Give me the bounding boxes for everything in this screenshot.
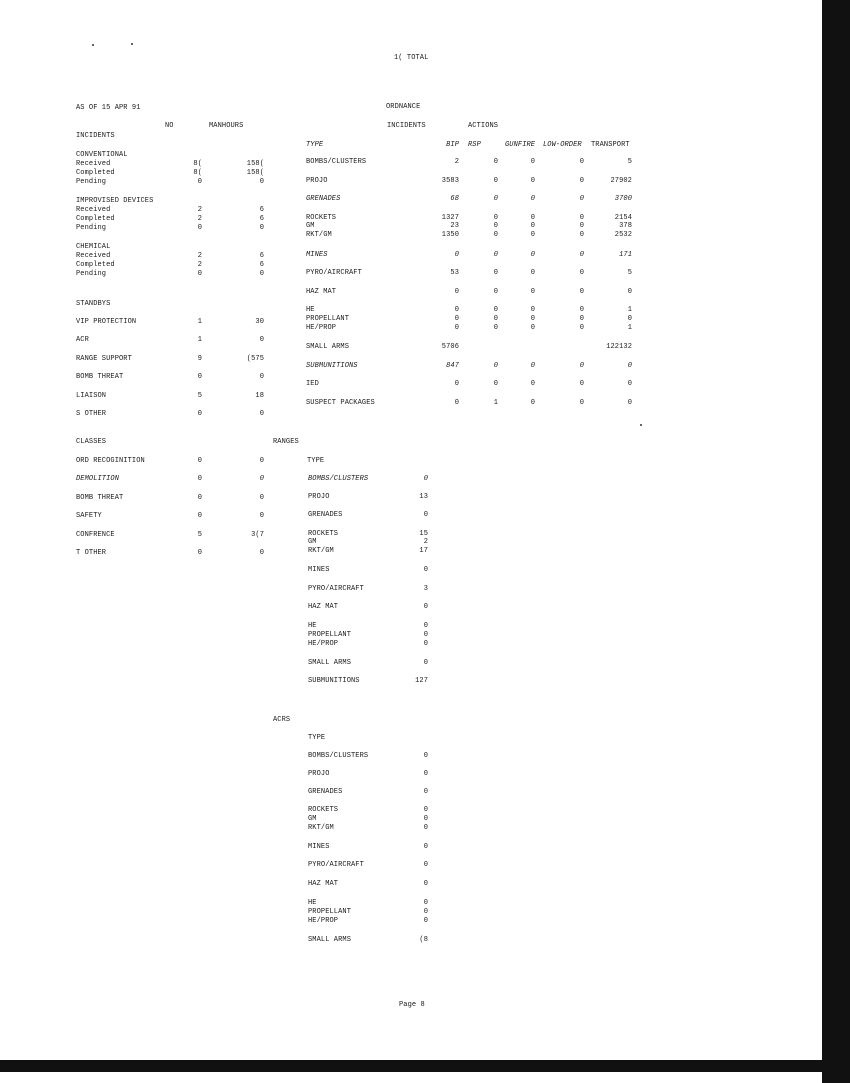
ordnance-row-type: SMALL ARMS [306, 343, 350, 351]
section-heading-acrs: ACRS [273, 716, 291, 724]
ordnance-row-rsp: 0 [493, 195, 498, 203]
incident-row-no: 0 [197, 270, 202, 278]
ordnance-row-low-order: 0 [579, 214, 584, 222]
section-heading-ranges: RANGES [273, 438, 299, 446]
ordnance-row-rsp: 0 [493, 231, 498, 239]
incident-row-manhours: 6 [259, 252, 264, 260]
acrs-row-value: 0 [423, 752, 428, 760]
ordnance-row-gunfire: 0 [530, 251, 535, 259]
ordnance-row-bip: 0 [454, 315, 459, 323]
subheading-actions: ACTIONS [468, 122, 499, 130]
ordnance-row-bip: 1350 [441, 231, 459, 239]
standby-row-manhours: 0 [259, 410, 264, 418]
ordnance-row-type: PROJO [306, 177, 328, 185]
ranges-row-value: 0 [423, 622, 428, 630]
acrs-row-value: 0 [423, 843, 428, 851]
incident-row-label: Received [76, 206, 111, 214]
incident-row-label: Completed [76, 215, 115, 223]
ordnance-row-type: IED [306, 380, 319, 388]
class-row-label: ORD RECOGINITION [76, 457, 145, 465]
acrs-row-type: BOMBS/CLUSTERS [308, 752, 369, 760]
acrs-row-type: HAZ MAT [308, 880, 339, 888]
ordnance-row-transport: 1 [627, 306, 632, 314]
scan-speck [131, 43, 133, 45]
col-header-rsp: RSP [468, 141, 481, 149]
ranges-row-type: HE [308, 622, 317, 630]
ordnance-row-low-order: 0 [579, 380, 584, 388]
ranges-row-value: 15 [419, 530, 428, 538]
standby-row-no: 0 [197, 410, 202, 418]
ordnance-row-transport: 0 [627, 399, 632, 407]
incident-row-label: Received [76, 252, 111, 260]
incident-row-label: Pending [76, 270, 107, 278]
class-row-manhours: 0 [259, 475, 264, 484]
ordnance-row-type: ROCKETS [306, 214, 337, 222]
class-row-manhours: 0 [259, 549, 264, 557]
ordnance-row-bip: 5706 [441, 343, 459, 351]
incident-row-no: 2 [197, 206, 202, 214]
col-header-low-order: LOW-ORDER [543, 141, 582, 149]
ordnance-row-type: HE [306, 306, 315, 314]
col-header-manhours: MANHOURS [209, 122, 244, 130]
ordnance-row-type: GRENADES [306, 195, 341, 203]
ordnance-row-type: MINES [306, 251, 328, 259]
ordnance-row-transport: 5 [627, 158, 632, 166]
ranges-row-value: 0 [423, 475, 428, 483]
col-header-type: TYPE [306, 141, 324, 149]
ordnance-row-rsp: 1 [493, 399, 498, 407]
acrs-row-type: PROJO [308, 770, 330, 778]
ordnance-row-low-order: 0 [579, 231, 584, 239]
ranges-row-value: 3 [423, 585, 428, 593]
section-heading-standbys: STANDBYS [76, 300, 111, 308]
acrs-row-type: PYRO/AIRCRAFT [308, 861, 364, 869]
ordnance-row-gunfire: 0 [530, 380, 535, 388]
class-row-no: 0 [197, 475, 202, 484]
ordnance-row-rsp: 0 [493, 324, 498, 332]
ordnance-row-rsp: 0 [493, 158, 498, 166]
ordnance-row-low-order: 0 [579, 362, 584, 370]
acrs-row-type: SMALL ARMS [308, 936, 352, 944]
acrs-row-type: GRENADES [308, 788, 343, 796]
ordnance-row-type: PYRO/AIRCRAFT [306, 269, 362, 277]
incident-row-label: Pending [76, 178, 107, 186]
class-row-manhours: 3(7 [251, 530, 264, 539]
ordnance-row-low-order: 0 [579, 306, 584, 314]
ordnance-row-type: GM [306, 222, 315, 230]
ordnance-row-type: HE/PROP [306, 324, 337, 332]
ordnance-row-bip: 0 [454, 324, 459, 332]
ordnance-row-transport: 0 [627, 380, 632, 388]
ordnance-row-low-order: 0 [579, 315, 584, 323]
ordnance-row-type: SUSPECT PACKAGES [306, 399, 375, 407]
ordnance-row-low-order: 0 [579, 158, 584, 166]
ordnance-row-gunfire: 0 [530, 362, 535, 370]
acrs-row-type: MINES [308, 843, 330, 851]
acrs-row-value: 0 [423, 770, 428, 778]
ordnance-row-bip: 53 [450, 269, 459, 277]
ordnance-row-transport: 122132 [606, 343, 632, 351]
ordnance-row-gunfire: 0 [530, 214, 535, 222]
incident-row-manhours: 158( [246, 169, 264, 177]
col-header-no: NO [165, 122, 174, 130]
class-row-label: DEMOLITION [76, 475, 120, 484]
ordnance-row-transport: 171 [619, 251, 632, 259]
ordnance-row-bip: 0 [454, 399, 459, 407]
incident-row-label: Pending [76, 224, 107, 232]
acrs-row-value: 0 [423, 806, 428, 814]
standby-row-label: VIP PROTECTION [76, 318, 137, 326]
ordnance-row-rsp: 0 [493, 251, 498, 259]
ordnance-row-transport: 27902 [610, 177, 632, 185]
standby-row-manhours: (575 [246, 354, 264, 363]
ordnance-row-rsp: 0 [493, 222, 498, 230]
standby-row-manhours: 30 [255, 318, 264, 326]
ordnance-row-transport: 0 [627, 315, 632, 323]
ordnance-row-low-order: 0 [579, 195, 584, 203]
ranges-row-value: 17 [419, 547, 428, 555]
acrs-row-value: 0 [423, 908, 428, 916]
ordnance-row-bip: 1327 [441, 214, 459, 222]
ordnance-row-low-order: 0 [579, 177, 584, 185]
incident-row-manhours: 0 [259, 270, 264, 278]
ordnance-row-rsp: 0 [493, 362, 498, 370]
standby-row-label: RANGE SUPPORT [76, 354, 132, 363]
page-number: Page 8 [399, 1001, 425, 1009]
ranges-row-value: 0 [423, 659, 428, 667]
ordnance-row-bip: 23 [450, 222, 459, 230]
standby-row-no: 5 [197, 391, 202, 400]
incident-row-label: Completed [76, 169, 115, 177]
ordnance-row-low-order: 0 [579, 324, 584, 332]
ranges-row-type: HAZ MAT [308, 603, 339, 611]
ordnance-row-transport: 0 [627, 362, 632, 370]
acrs-row-value: 0 [423, 815, 428, 823]
ranges-row-type: PROPELLANT [308, 631, 352, 639]
acrs-row-type: RKT/GM [308, 824, 334, 832]
ranges-row-value: 0 [423, 566, 428, 574]
ranges-row-value: 2 [423, 538, 428, 546]
ranges-row-type: SUBMUNITIONS [308, 677, 360, 685]
acrs-row-value: 0 [423, 788, 428, 796]
ordnance-row-gunfire: 0 [530, 306, 535, 314]
standby-row-manhours: 0 [259, 336, 264, 345]
ordnance-row-rsp: 0 [493, 315, 498, 323]
ordnance-row-low-order: 0 [579, 269, 584, 277]
ranges-row-type: GM [308, 538, 317, 546]
ordnance-row-rsp: 0 [493, 306, 498, 314]
subheading-incidents: INCIDENTS [387, 122, 426, 130]
incident-row-manhours: 158( [246, 160, 264, 168]
ordnance-row-gunfire: 0 [530, 195, 535, 203]
ordnance-row-gunfire: 0 [530, 399, 535, 407]
scan-edge-bottom [0, 1060, 850, 1072]
class-row-label: BOMB THREAT [76, 493, 124, 502]
acrs-row-type: HE [308, 899, 317, 907]
ordnance-row-transport: 0 [627, 288, 632, 296]
class-row-no: 0 [197, 493, 202, 502]
ranges-row-value: 0 [423, 603, 428, 611]
ordnance-row-gunfire: 0 [530, 315, 535, 323]
ordnance-row-gunfire: 0 [530, 324, 535, 332]
ordnance-row-rsp: 0 [493, 288, 498, 296]
ranges-row-type: HE/PROP [308, 640, 339, 648]
ranges-type-label: TYPE [307, 457, 325, 465]
page-title: 1( TOTAL [394, 54, 429, 62]
ordnance-row-transport: 5 [627, 269, 632, 277]
scan-edge-right [822, 0, 850, 1083]
ordnance-row-rsp: 0 [493, 214, 498, 222]
class-row-no: 5 [197, 530, 202, 539]
ordnance-row-bip: 68 [450, 195, 459, 203]
col-header-gunfire: GUNFIRE [505, 141, 536, 149]
incident-row-no: 2 [197, 252, 202, 260]
col-header-bip: BIP [446, 141, 459, 149]
ordnance-row-low-order: 0 [579, 288, 584, 296]
ranges-row-type: BOMBS/CLUSTERS [308, 475, 369, 483]
ordnance-row-bip: 3583 [441, 177, 459, 185]
ordnance-row-gunfire: 0 [530, 288, 535, 296]
ordnance-row-rsp: 0 [493, 269, 498, 277]
ordnance-row-bip: 847 [446, 362, 459, 370]
acrs-row-value: 0 [423, 861, 428, 869]
incident-row-no: 8( [193, 169, 202, 177]
incident-row-manhours: 0 [259, 224, 264, 232]
standby-row-no: 0 [197, 373, 202, 382]
acrs-row-value: 0 [423, 917, 428, 925]
incident-row-no: 2 [197, 215, 202, 223]
incident-group-title: CONVENTIONAL [76, 151, 128, 159]
ordnance-row-type: SUBMUNITIONS [306, 362, 358, 370]
acrs-row-value: (8 [419, 936, 428, 944]
ordnance-row-gunfire: 0 [530, 222, 535, 230]
ranges-row-type: SMALL ARMS [308, 659, 352, 667]
scan-speck [640, 424, 642, 426]
acrs-row-value: 0 [423, 899, 428, 907]
ordnance-row-gunfire: 0 [530, 158, 535, 166]
class-row-no: 0 [197, 512, 202, 521]
ordnance-row-gunfire: 0 [530, 269, 535, 277]
ranges-row-value: 0 [423, 640, 428, 648]
standby-row-label: LIAISON [76, 391, 107, 400]
ordnance-row-transport: 2154 [614, 214, 632, 222]
incident-row-manhours: 6 [259, 206, 264, 214]
class-row-label: SAFETY [76, 512, 102, 521]
ordnance-row-type: BOMBS/CLUSTERS [306, 158, 367, 166]
acrs-row-value: 0 [423, 824, 428, 832]
col-header-transport: TRANSPORT [591, 141, 630, 149]
acrs-row-type: HE/PROP [308, 917, 339, 925]
standby-row-label: BOMB THREAT [76, 373, 124, 382]
scan-speck [92, 44, 94, 46]
standby-row-label: S OTHER [76, 410, 107, 418]
ordnance-row-low-order: 0 [579, 399, 584, 407]
incident-group-title: CHEMICAL [76, 243, 111, 251]
ordnance-row-gunfire: 0 [530, 231, 535, 239]
incident-row-manhours: 0 [259, 178, 264, 186]
ranges-row-type: ROCKETS [308, 530, 339, 538]
acrs-row-type: ROCKETS [308, 806, 339, 814]
ranges-row-type: PYRO/AIRCRAFT [308, 585, 364, 593]
ranges-row-value: 0 [423, 631, 428, 639]
standby-row-manhours: 0 [259, 373, 264, 382]
class-row-label: T OTHER [76, 549, 107, 557]
ordnance-row-transport: 3700 [614, 195, 632, 203]
ordnance-row-transport: 378 [619, 222, 632, 230]
ordnance-row-bip: 0 [454, 380, 459, 388]
class-row-manhours: 0 [259, 493, 264, 502]
incident-row-label: Received [76, 160, 111, 168]
acrs-row-type: GM [308, 815, 317, 823]
ranges-row-type: PROJO [308, 493, 330, 501]
class-row-no: 0 [197, 549, 202, 557]
ordnance-row-type: RKT/GM [306, 231, 332, 239]
ordnance-row-rsp: 0 [493, 177, 498, 185]
class-row-no: 0 [197, 457, 202, 465]
acrs-type-label: TYPE [308, 734, 326, 742]
incident-row-no: 8( [193, 160, 202, 168]
ordnance-row-low-order: 0 [579, 251, 584, 259]
incident-row-manhours: 6 [259, 261, 264, 269]
standby-row-no: 9 [197, 354, 202, 363]
ordnance-row-transport: 2532 [614, 231, 632, 239]
standby-row-manhours: 18 [255, 391, 264, 400]
ordnance-row-gunfire: 0 [530, 177, 535, 185]
standby-row-label: ACR [76, 336, 89, 345]
ordnance-row-bip: 2 [454, 158, 459, 166]
section-heading-classes: CLASSES [76, 438, 107, 446]
acrs-row-type: PROPELLANT [308, 908, 352, 916]
ordnance-row-bip: 0 [454, 251, 459, 259]
ranges-row-value: 0 [423, 511, 428, 519]
ordnance-row-low-order: 0 [579, 222, 584, 230]
section-heading-incidents: INCIDENTS [76, 132, 115, 140]
incident-row-no: 0 [197, 178, 202, 186]
incident-row-manhours: 6 [259, 215, 264, 223]
incident-row-label: Completed [76, 261, 115, 269]
ranges-row-type: MINES [308, 566, 330, 574]
class-row-manhours: 0 [259, 512, 264, 521]
ordnance-row-bip: 0 [454, 306, 459, 314]
standby-row-no: 1 [197, 336, 202, 345]
ordnance-row-transport: 1 [627, 324, 632, 332]
incident-row-no: 0 [197, 224, 202, 232]
ordnance-row-type: PROPELLANT [306, 315, 350, 323]
incident-group-title: IMPROVISED DEVICES [76, 197, 154, 205]
ordnance-row-type: HAZ MAT [306, 288, 337, 296]
ranges-row-type: RKT/GM [308, 547, 334, 555]
incident-row-no: 2 [197, 261, 202, 269]
ranges-row-value: 127 [415, 677, 428, 685]
ordnance-row-bip: 0 [454, 288, 459, 296]
ranges-row-value: 13 [419, 493, 428, 501]
section-heading-ordnance: ORDNANCE [386, 103, 421, 111]
class-row-label: CONFRENCE [76, 530, 115, 539]
ordnance-row-rsp: 0 [493, 380, 498, 388]
standby-row-no: 1 [197, 318, 202, 326]
ranges-row-type: GRENADES [308, 511, 343, 519]
acrs-row-value: 0 [423, 880, 428, 888]
as-of-date: AS OF 15 APR 91 [76, 104, 141, 112]
class-row-manhours: 0 [259, 457, 264, 465]
